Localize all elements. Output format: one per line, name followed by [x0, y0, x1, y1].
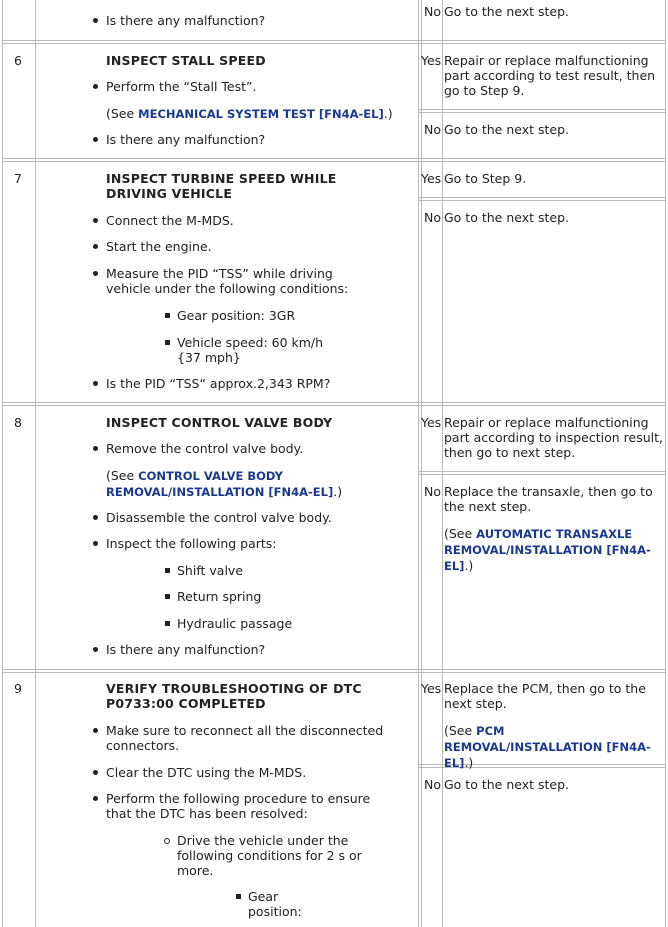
see-reference: (See CONTROL VALVE BODY REMOVAL/INSTALLATION [FN4A-EL].): [106, 468, 343, 499]
sub-item-text: Drive the vehicle under the following conditions for 2 s or more.: [177, 833, 362, 878]
item-text: Is there any malfunction?: [106, 132, 266, 147]
step-title: VERIFY TROUBLESHOOTING OF DTC P0733:00 COMPLETED: [106, 681, 362, 711]
row-sep-6: [2, 40, 666, 41]
step-number: 9: [14, 681, 22, 696]
item-text: Clear the DTC using the M-MDS.: [106, 765, 307, 780]
bullet-icon: [93, 515, 98, 520]
row-sep-6b: [2, 43, 666, 44]
step-title: INSPECT CONTROL VALVE BODY: [106, 415, 333, 430]
square-bullet-icon: [165, 340, 170, 345]
step-title: INSPECT STALL SPEED: [106, 53, 266, 68]
result-yn: Yes: [421, 681, 442, 696]
bullet-icon: [93, 18, 98, 23]
grid-line-col1: [35, 0, 36, 927]
sub-item-text: Return spring: [177, 589, 262, 604]
link-mechanical-system-test[interactable]: MECHANICAL SYSTEM TEST [FN4A-EL]: [138, 107, 384, 121]
bullet-icon: [93, 541, 98, 546]
grid-line-col3: [442, 0, 443, 927]
sub-sub-item-text: Gear position:: [248, 889, 302, 919]
result-yn: Yes: [421, 415, 442, 430]
link-automatic-transaxle-removal[interactable]: AUTOMATIC TRANSAXLE REMOVAL/INSTALLATION [FN4A-EL]: [444, 527, 651, 573]
result-text: Repair or replace malfunctioning part according to test result, then go to Step 9.: [444, 53, 656, 98]
item-text: Is the PID “TSS“ approx.2,343 RPM?: [106, 376, 331, 391]
grid-line-col2a: [418, 0, 419, 927]
result-text: Repair or replace malfunctioning part according to inspection result, then go to next step.: [444, 415, 664, 460]
item-text: Inspect the following parts:: [106, 536, 277, 551]
bullet-icon: [93, 647, 98, 652]
item-text: Is there any malfunction?: [106, 13, 266, 28]
square-bullet-icon: [236, 894, 241, 899]
bullet-icon: [93, 271, 98, 276]
result-yn: Yes: [421, 53, 442, 68]
result-yn: No: [424, 777, 441, 792]
row-sep-9b: [2, 672, 666, 673]
see-reference: (See MECHANICAL SYSTEM TEST [FN4A-EL].): [106, 106, 393, 121]
item-text: Perform the “Stall Test”.: [106, 79, 257, 94]
result-text: Replace the transaxle, then go to the next step.: [444, 484, 653, 514]
bullet-icon: [93, 244, 98, 249]
bullet-icon: [93, 381, 98, 386]
item-text: Connect the M-MDS.: [106, 213, 234, 228]
square-bullet-icon: [165, 313, 170, 318]
row-sep-8: [2, 402, 666, 403]
sub-item-text: Vehicle speed: 60 km/h {37 mph}: [177, 335, 324, 365]
item-text: Perform the following procedure to ensure that the DTC has been resolved:: [106, 791, 371, 821]
yn-sep-8b: [419, 474, 666, 475]
link-control-valve-body-removal[interactable]: CONTROL VALVE BODY REMOVAL/INSTALLATION [FN4A-EL]: [106, 469, 334, 499]
sub-item-text: Hydraulic passage: [177, 616, 293, 631]
sub-item-text: Shift valve: [177, 563, 244, 578]
bullet-icon: [93, 770, 98, 775]
circle-bullet-icon: [164, 838, 170, 844]
grid-line-col2b: [421, 0, 422, 927]
link-pcm-removal[interactable]: PCM REMOVAL/INSTALLATION [FN4A-EL]: [444, 724, 651, 770]
item-text: Make sure to reconnect all the disconnected connectors.: [106, 723, 384, 753]
bullet-icon: [93, 446, 98, 451]
result-yn: Yes: [421, 171, 442, 186]
square-bullet-icon: [165, 594, 170, 599]
bullet-icon: [93, 84, 98, 89]
see-reference: (See AUTOMATIC TRANSAXLE REMOVAL/INSTALLATION [FN4A-EL].): [444, 526, 651, 573]
row-sep-7b: [2, 161, 666, 162]
result-yn: No: [424, 122, 441, 137]
result-text: Go to Step 9.: [444, 171, 527, 186]
bullet-icon: [93, 137, 98, 142]
bullet-icon: [93, 728, 98, 733]
result-yn: No: [424, 4, 441, 19]
yn-sep-6: [419, 109, 666, 110]
result-yn: No: [424, 210, 441, 225]
row-sep-9: [2, 669, 666, 670]
result-text: Go to the next step.: [444, 4, 569, 19]
step-number: 6: [14, 53, 22, 68]
result-text: Go to the next step.: [444, 777, 569, 792]
item-text: Measure the PID “TSS” while driving vehicle under the following conditions:: [106, 266, 349, 296]
square-bullet-icon: [165, 621, 170, 626]
bullet-icon: [93, 796, 98, 801]
row-sep-8b: [2, 405, 666, 406]
grid-line-right: [665, 0, 666, 927]
item-text: Start the engine.: [106, 239, 212, 254]
result-text: Go to the next step.: [444, 210, 569, 225]
square-bullet-icon: [165, 568, 170, 573]
step-number: 8: [14, 415, 22, 430]
result-text: Go to the next step.: [444, 122, 569, 137]
item-text: Is there any malfunction?: [106, 642, 266, 657]
row-sep-7: [2, 158, 666, 159]
see-reference: (See PCM REMOVAL/INSTALLATION [FN4A-EL].): [444, 723, 651, 770]
step-number: 7: [14, 171, 22, 186]
result-text: Replace the PCM, then go to the next step.: [444, 681, 646, 711]
step-title: INSPECT TURBINE SPEED WHILE DRIVING VEHICLE: [106, 171, 337, 201]
grid-line-left: [2, 0, 3, 927]
bullet-icon: [93, 218, 98, 223]
sub-item-text: Gear position: 3GR: [177, 308, 296, 323]
yn-sep-7: [419, 197, 666, 198]
yn-sep-6b: [419, 112, 666, 113]
result-yn: No: [424, 484, 441, 499]
item-text: Remove the control valve body.: [106, 441, 304, 456]
item-text: Disassemble the control valve body.: [106, 510, 332, 525]
yn-sep-7b: [419, 200, 666, 201]
yn-sep-8: [419, 471, 666, 472]
